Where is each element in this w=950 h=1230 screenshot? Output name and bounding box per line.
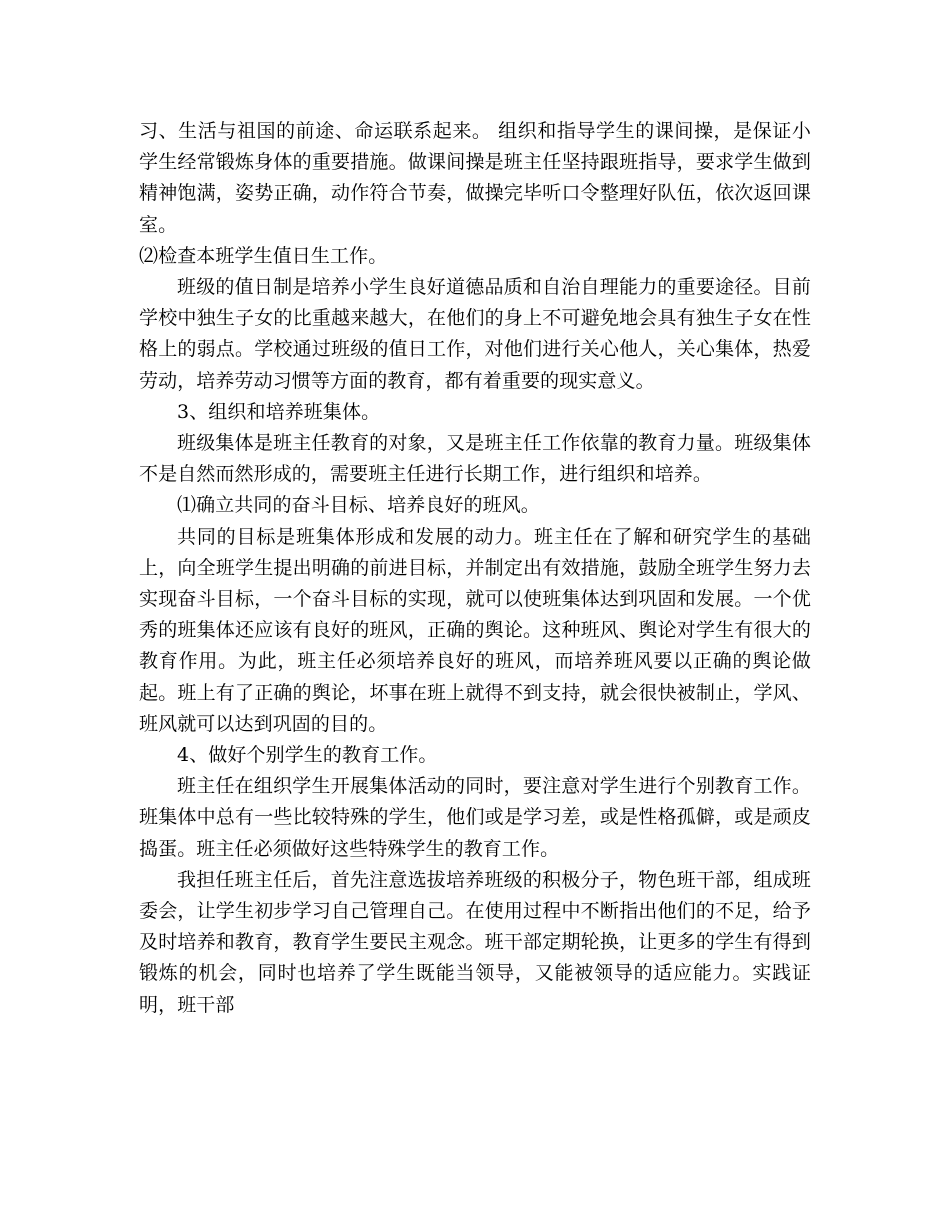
paragraph-duty-system: 班级的值日制是培养小学生良好道德品质和自治自理能力的重要途径。目前学校中独生子女的比重越来越大，在他们的身上不可避免地会具有独生子女在性格上的弱点。学校通过班级的值日工作，对他们进行关心他人，关心集体，热爱劳动，培养劳动习惯等方面的教育，都有着重要的现实意义。 [139,276,811,392]
subheading-common-goal: ⑴确立共同的奋斗目标、培养良好的班风。 [177,494,540,517]
paragraph-class-collective: 班级集体是班主任教育的对象，又是班主任工作依靠的教育力量。班级集体不是自然而然形成的，需要班主任进行长期工作，进行组织和培养。 [139,432,811,486]
section-heading-individual-education: 4、做好个别学生的教育工作。 [177,744,438,767]
paragraph-class-cadres: 我担任班主任后，首先注意选拔培养班级的积极分子，物色班干部，组成班委会，让学生初步学习自己管理自己。在使用过程中不断指出他们的不足，给予及时培养和教育，教育学生要民主观念。班干部定期轮换，让更多的学生有得到锻炼的机会，同时也培养了学生既能当领导，又能被领导的适应能力。实践证明，班干部 [139,868,811,1016]
paragraph-individual-education: 班主任在组织学生开展集体活动的同时，要注意对学生进行个别教育工作。班集体中总有一些比较特殊的学生，他们或是学习差，或是性格孤僻，或是顽皮捣蛋。班主任必须做好这些特殊学生的教育工作。 [139,775,811,860]
paragraph-exercise-intro: 习、生活与祖国的前途、命运联系起来。 组织和指导学生的课间操，是保证小学生经常锻炼身体的重要措施。做课间操是班主任坚持跟班指导，要求学生做到精神饱满，姿势正确，动作符合节奏，做操完毕听口令整理好队伍，依次返回课室。 [139,120,811,236]
section-heading-class-collective: 3、组织和培养班集体。 [177,400,381,423]
subheading-duty-check: ⑵检查本班学生值日生工作。 [139,244,388,267]
document-page [139,116,811,1021]
paragraph-common-goal: 共同的目标是班集体形成和发展的动力。班主任在了解和研究学生的基础上，向全班学生提出明确的前进目标，并制定出有效措施，鼓励全班学生努力去实现奋斗目标，一个奋斗目标的实现，就可以使班集体达到巩固和发展。一个优秀的班集体还应该有良好的班风，正确的舆论。这种班风、舆论对学生有很大的教育作用。为此，班主任必须培养良好的班风，而培养班风要以正确的舆论做起。班上有了正确的舆论，坏事在班上就得不到支持，就会很快被制止，学风、班风就可以达到巩固的目的。 [139,525,811,735]
